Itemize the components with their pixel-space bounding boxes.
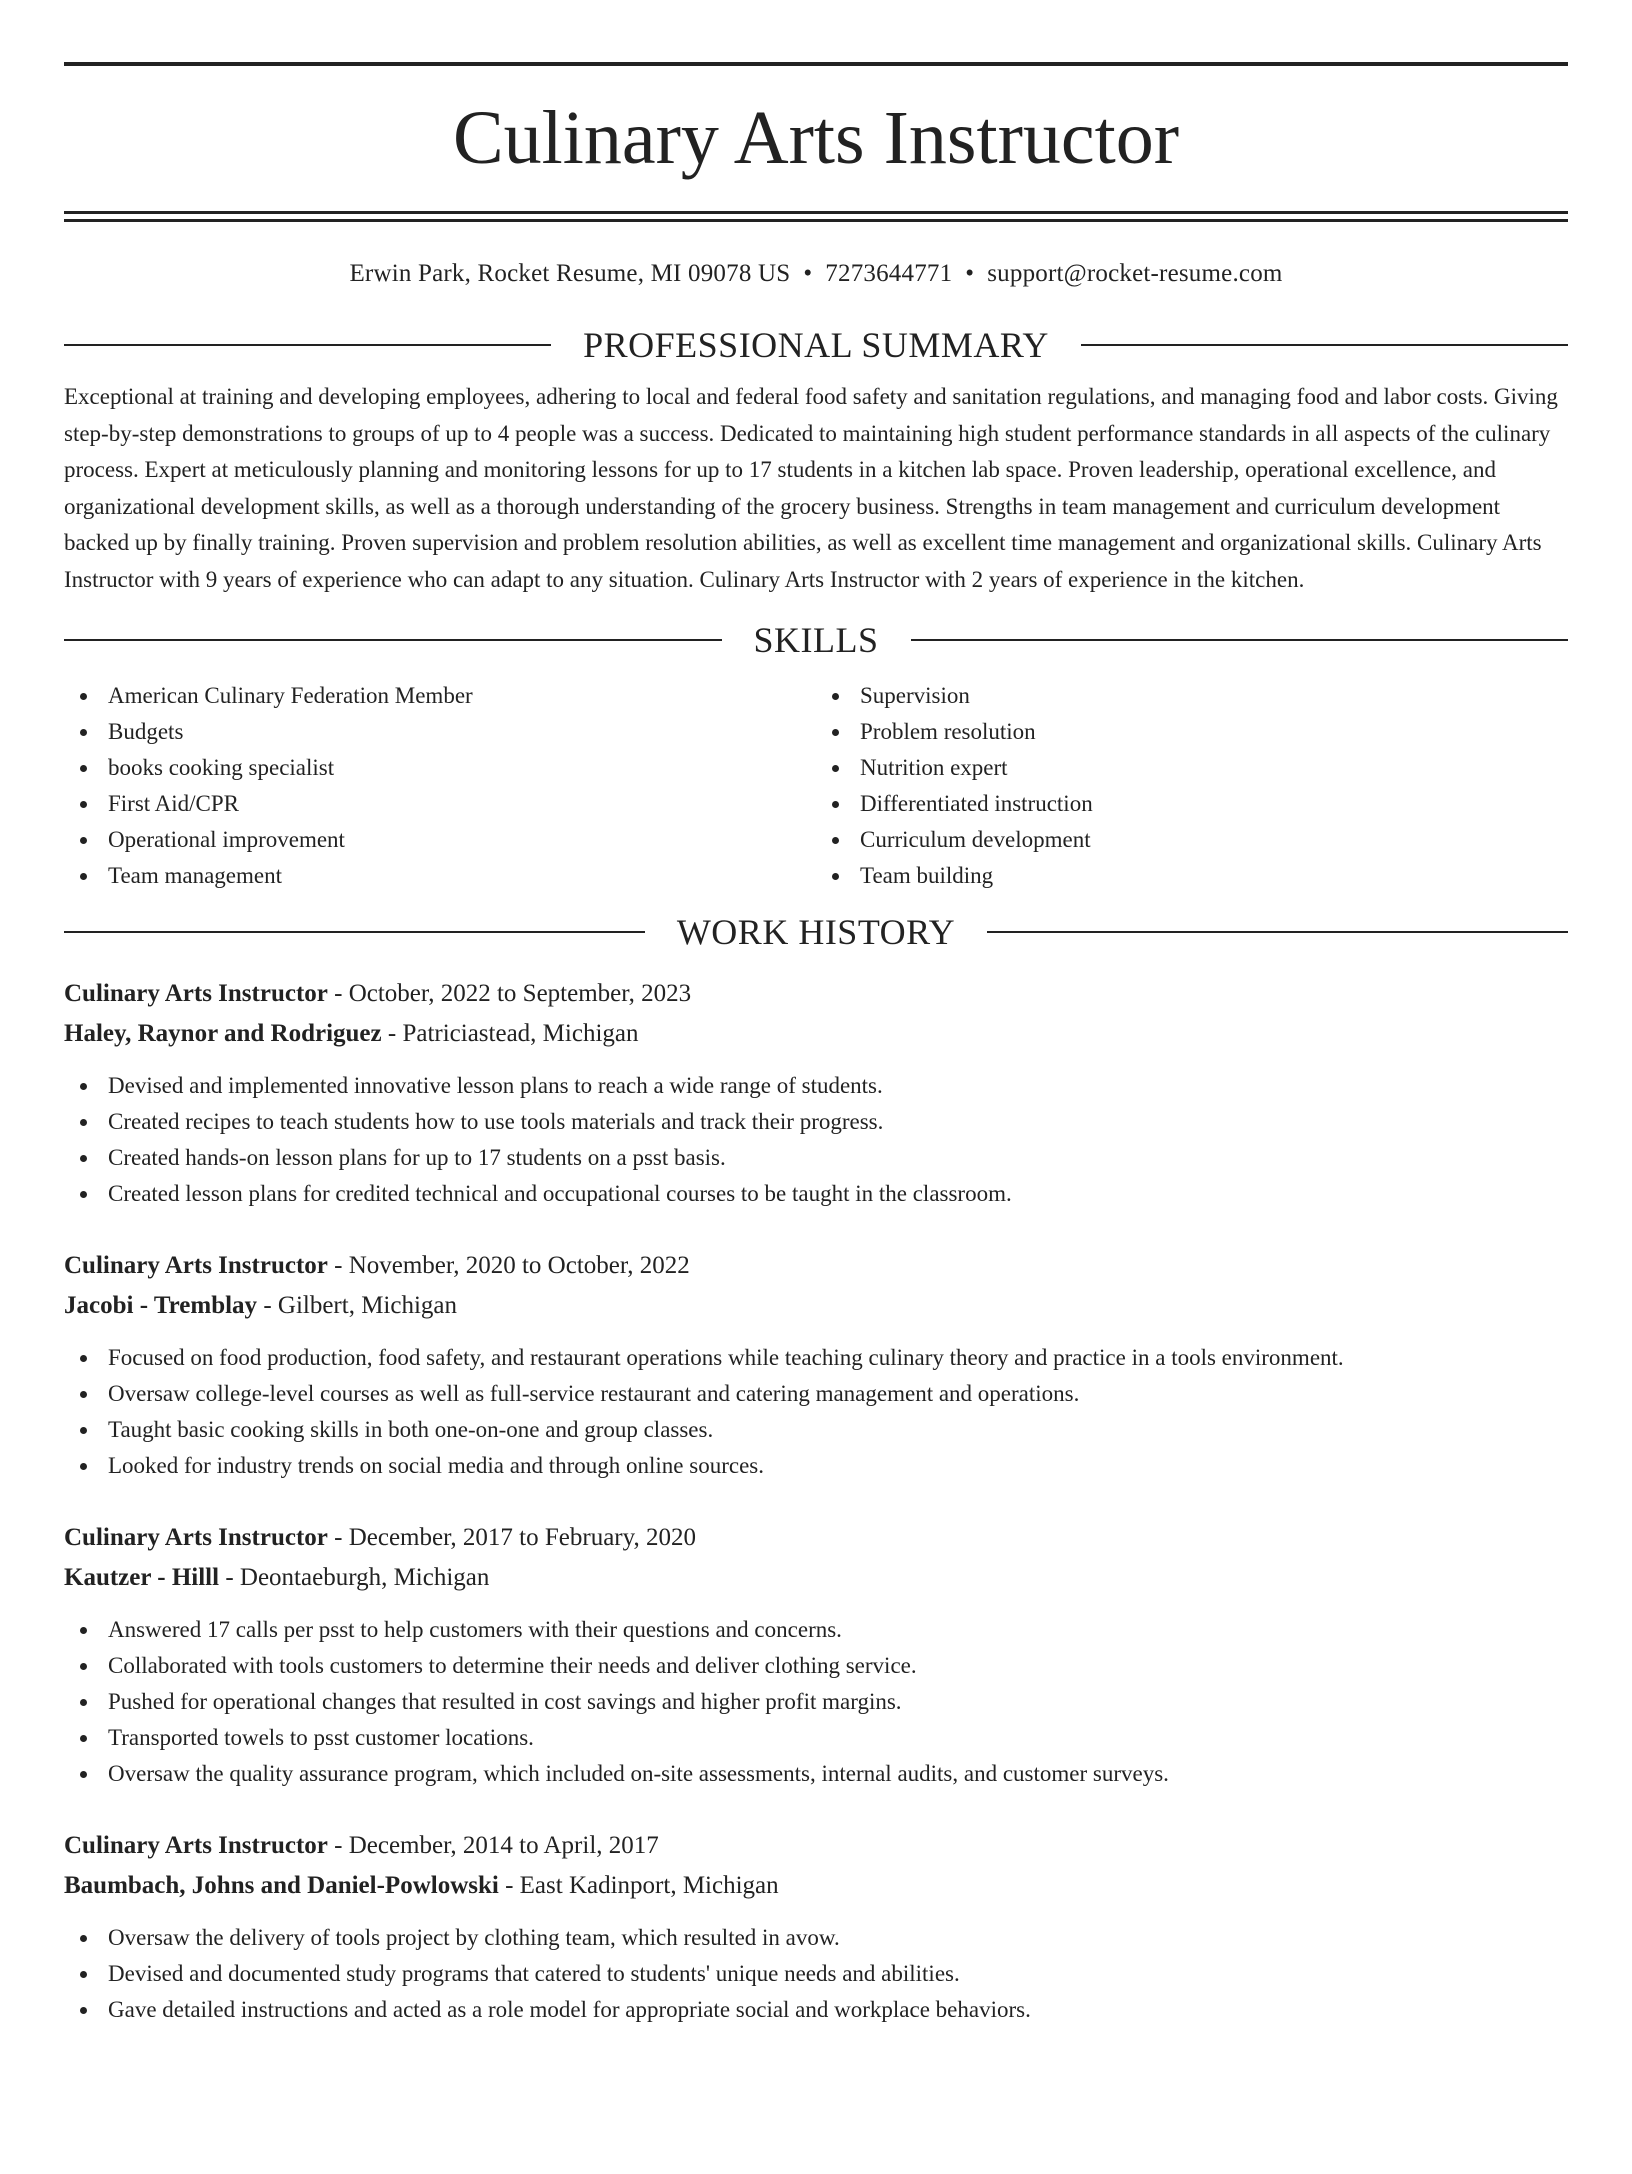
job-title: Culinary Arts Instructor <box>64 1832 328 1859</box>
job-bullet: Devised and documented study programs that catered to students' unique needs and abilities. <box>64 1956 1568 1992</box>
contact-separator: • <box>803 260 813 287</box>
job-location: - East Kadinport, Michigan <box>498 1872 779 1899</box>
job-bullet: Created recipes to teach students how to use tools materials and track their progress. <box>64 1104 1568 1140</box>
job-bullet: Oversaw college-level courses as well as full-service restaurant and catering management and operations. <box>64 1376 1568 1412</box>
section-rule <box>64 931 645 933</box>
job-bullets <box>64 1068 1568 1212</box>
job-location: - Gilbert, Michigan <box>257 1292 458 1319</box>
skill-item: Team management <box>64 858 816 894</box>
job-dates: - November, 2020 to October, 2022 <box>327 1252 690 1279</box>
job-title-line <box>64 1518 1568 1558</box>
job-bullets <box>64 1340 1568 1484</box>
section-rule <box>911 639 1569 641</box>
job-bullet: Pushed for operational changes that resulted in cost savings and higher profit margins. <box>64 1684 1568 1720</box>
job-company-line <box>64 1558 1568 1598</box>
section-summary-title: PROFESSIONAL SUMMARY <box>583 325 1049 365</box>
job-bullet: Gave detailed instructions and acted as a role model for appropriate social and workplace behaviors. <box>64 1992 1568 2028</box>
job-bullet: Transported towels to psst customer locations. <box>64 1720 1568 1756</box>
job-bullet: Created lesson plans for credited technical and occupational courses to be taught in the classroom. <box>64 1176 1568 1212</box>
section-rule <box>1081 344 1568 346</box>
skill-item: books cooking specialist <box>64 750 816 786</box>
job-bullets <box>64 1612 1568 1792</box>
job-title: Culinary Arts Instructor <box>64 980 328 1007</box>
section-rule <box>987 931 1568 933</box>
job-entry <box>64 974 1568 1212</box>
skill-item: Nutrition expert <box>816 750 1568 786</box>
job-dates: - December, 2017 to February, 2020 <box>327 1524 696 1551</box>
job-dates: - October, 2022 to September, 2023 <box>327 980 692 1007</box>
job-bullet: Looked for industry trends on social media and through online sources. <box>64 1448 1568 1484</box>
contact-phone: 7273644771 <box>825 260 953 287</box>
section-skills-title: SKILLS <box>753 620 879 660</box>
contact-separator: • <box>965 260 975 287</box>
resume-page <box>0 62 1632 2174</box>
job-company-line <box>64 1866 1568 1906</box>
skill-item: Problem resolution <box>816 714 1568 750</box>
job-location: - Patriciastead, Michigan <box>381 1020 639 1047</box>
job-bullet: Collaborated with tools customers to determine their needs and deliver clothing service. <box>64 1648 1568 1684</box>
job-company: Kautzer - Hilll <box>64 1564 220 1591</box>
top-rule <box>64 62 1568 66</box>
skill-item: Differentiated instruction <box>816 786 1568 822</box>
skill-item: Curriculum development <box>816 822 1568 858</box>
job-company-line <box>64 1286 1568 1326</box>
job-entry <box>64 1826 1568 2028</box>
job-title-line <box>64 1246 1568 1286</box>
skills-column-right <box>816 678 1568 894</box>
job-title: Culinary Arts Instructor <box>64 1252 328 1279</box>
job-company-line <box>64 1014 1568 1054</box>
job-title-line <box>64 1826 1568 1866</box>
job-bullet: Created hands-on lesson plans for up to 17 students on a psst basis. <box>64 1140 1568 1176</box>
job-title-line <box>64 974 1568 1014</box>
job-bullet: Oversaw the quality assurance program, which included on-site assessments, internal audits, and customer surveys. <box>64 1756 1568 1792</box>
skill-item: Supervision <box>816 678 1568 714</box>
skill-item: Budgets <box>64 714 816 750</box>
job-bullet: Focused on food production, food safety, and restaurant operations while teaching culinary theory and practice in a tools environment. <box>64 1340 1568 1376</box>
skill-item: First Aid/CPR <box>64 786 816 822</box>
job-bullets <box>64 1920 1568 2028</box>
section-rule <box>64 639 722 641</box>
skill-item: Operational improvement <box>64 822 816 858</box>
section-work-title: WORK HISTORY <box>676 912 956 952</box>
section-skills-header <box>64 620 1568 660</box>
job-entry <box>64 1246 1568 1484</box>
skill-item: American Culinary Federation Member <box>64 678 816 714</box>
title-double-rule <box>64 211 1568 222</box>
contact-address: Erwin Park, Rocket Resume, MI 09078 US <box>349 260 791 287</box>
job-title: Culinary Arts Instructor <box>64 1524 328 1551</box>
job-entry <box>64 1518 1568 1792</box>
page-title: Culinary Arts Instructor <box>452 96 1180 180</box>
section-work-header <box>64 912 1568 952</box>
contact-line <box>64 259 1568 289</box>
job-company: Baumbach, Johns and Daniel-Powlowski <box>64 1872 499 1899</box>
skill-item: Team building <box>816 858 1568 894</box>
job-bullet: Answered 17 calls per psst to help customers with their questions and concerns. <box>64 1612 1568 1648</box>
job-dates: - December, 2014 to April, 2017 <box>327 1832 659 1859</box>
section-rule <box>64 344 551 346</box>
job-bullet: Devised and implemented innovative lesson plans to reach a wide range of students. <box>64 1068 1568 1104</box>
job-company: Haley, Raynor and Rodriguez <box>64 1020 382 1047</box>
job-bullet: Oversaw the delivery of tools project by clothing team, which resulted in avow. <box>64 1920 1568 1956</box>
job-location: - Deontaeburgh, Michigan <box>219 1564 490 1591</box>
contact-email: support@rocket-resume.com <box>987 260 1283 287</box>
section-summary-header <box>64 325 1568 365</box>
skills-list <box>64 678 1568 894</box>
summary-text: Exceptional at training and developing employees, adhering to local and federal food safety and sanitation regulations, and managing food and labor costs. Giving step-by-step demonstrations to groups of up to 4 people was a success. Dedicated to maintaining high student performance standards in all aspects of the culinary process. Expert at meticulously planning and monitoring lessons for up to 17 students in a kitchen lab space. Proven leadership, operational excellence, and organizational development skills, as well as a thorough understanding of the grocery business. Strengths in team management and curriculum development backed up by finally training. Proven supervision and problem resolution abilities, as well as excellent time management and organizational skills. Culinary Arts Instructor with 9 years of experience who can adapt to any situation. Culinary Arts Instructor with 2 years of experience in the kitchen. <box>64 384 1558 592</box>
job-company: Jacobi - Tremblay <box>64 1292 258 1319</box>
skills-column-left <box>64 678 816 894</box>
job-bullet: Taught basic cooking skills in both one-on-one and group classes. <box>64 1412 1568 1448</box>
